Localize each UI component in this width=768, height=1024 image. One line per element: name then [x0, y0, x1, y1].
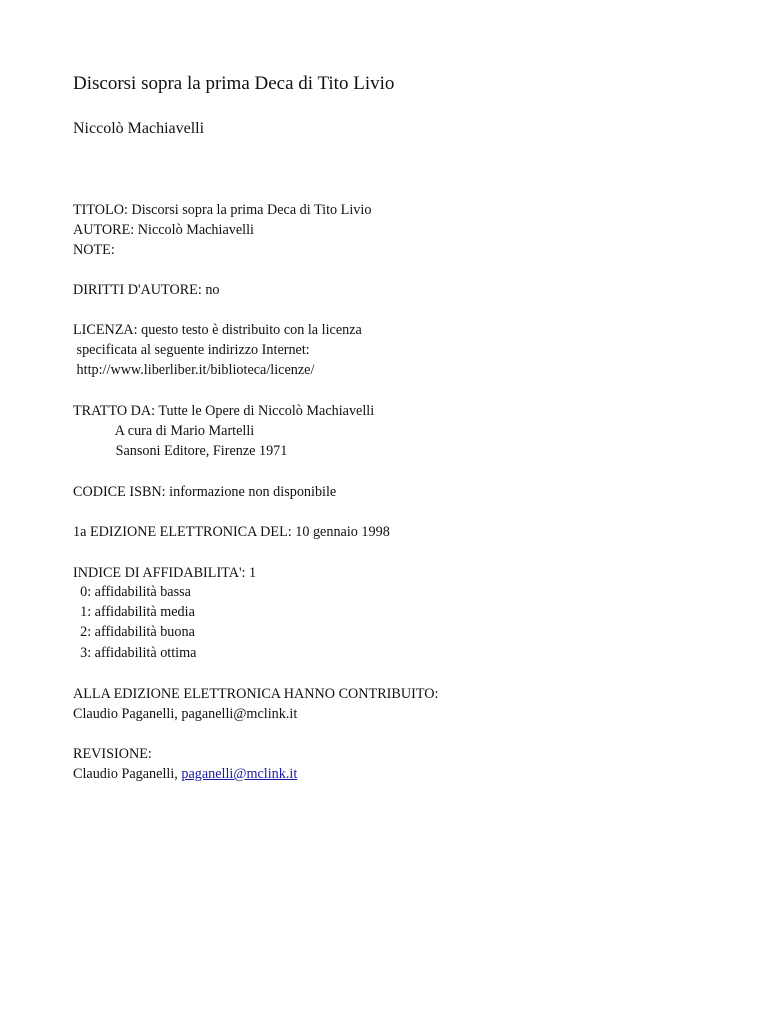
- document-title: Discorsi sopra la prima Deca di Tito Livio: [73, 73, 395, 94]
- licenza-url-line: http://www.liberliber.it/biblioteca/licenze/: [73, 362, 315, 378]
- indice-line: INDICE DI AFFIDABILITA': 1: [73, 565, 257, 581]
- isbn-line: CODICE ISBN: informazione non disponibile: [73, 484, 337, 500]
- revisione-name: Claudio Paganelli,: [73, 766, 182, 782]
- revisione-email-link[interactable]: paganelli@mclink.it: [181, 766, 298, 782]
- licenza-line-2: specificata al seguente indirizzo Internet:: [73, 342, 310, 358]
- revisione-heading: REVISIONE:: [73, 746, 152, 762]
- tratto-line-1: TRATTO DA: Tutte le Opere di Niccolò Machiavelli: [73, 403, 375, 419]
- note-line: NOTE:: [73, 242, 115, 258]
- indice-item-1: 1: affidabilità media: [73, 604, 195, 620]
- document-author: Niccolò Machiavelli: [73, 120, 205, 137]
- indice-item-3: 3: affidabilità ottima: [73, 645, 197, 661]
- autore-line: AUTORE: Niccolò Machiavelli: [73, 222, 254, 238]
- contributi-heading: ALLA EDIZIONE ELETTRONICA HANNO CONTRIBUITO:: [73, 686, 439, 702]
- tratto-line-2: A cura di Mario Martelli: [73, 423, 255, 439]
- licenza-line-1: LICENZA: questo testo è distribuito con la licenza: [73, 322, 362, 338]
- diritti-line: DIRITTI D'AUTORE: no: [73, 282, 220, 298]
- revisione-line: [73, 764, 297, 784]
- indice-item-2: 2: affidabilità buona: [73, 624, 195, 640]
- edizione-line: 1a EDIZIONE ELETTRONICA DEL: 10 gennaio 1998: [73, 524, 390, 540]
- titolo-line: TITOLO: Discorsi sopra la prima Deca di Tito Livio: [73, 202, 372, 218]
- tratto-line-3: Sansoni Editore, Firenze 1971: [73, 443, 288, 459]
- contributi-name: Claudio Paganelli, paganelli@mclink.it: [73, 706, 298, 722]
- indice-item-0: 0: affidabilità bassa: [73, 584, 191, 600]
